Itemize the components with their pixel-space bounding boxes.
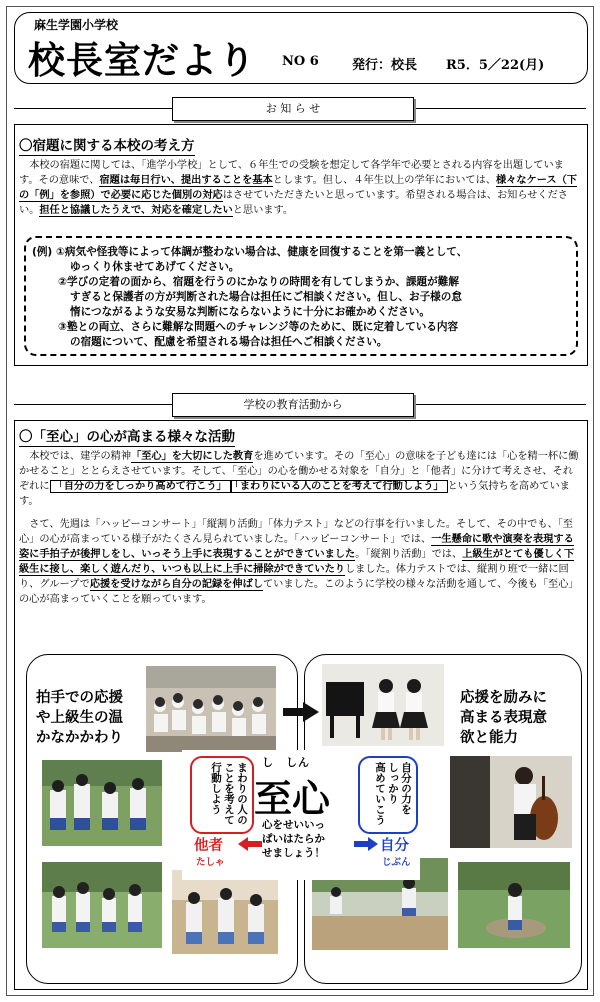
notice-heading: 〇宿題に関する本校の考え方 [19,138,195,154]
photo-outdoor-game [42,760,162,846]
example-line: すぎると保護者の方が判断された場合は担任にご相談ください。但し、お子様の怠 [70,291,462,303]
issue-number: NO 6 [282,54,319,69]
self-pill [358,756,418,834]
publisher: 発行：校長 [352,58,418,73]
example-line: の宿題について、配慮を希望される場合は担任へご相談ください。 [70,336,388,348]
photo-ball-throw [458,862,570,948]
activity-section-label: 学校の教育活動から [172,393,414,417]
self-label: 自分 [380,838,409,854]
photo-jumping-rope [42,862,162,948]
example-line: ③塾との両立、さらに難解な問題へのチャレンジ等のために、既に定着している内容 [58,321,459,333]
left-caption: 拍手での応援 や上級生の温 かなかかわり [36,690,123,746]
example-line: (例) ①病気や怪我等によって体調が整わない場合は、健康を回復することを第一義として、 [32,246,468,258]
school-name: 麻生学園小学校 [34,18,119,32]
photo-singing-stage [322,664,444,746]
example-line: ゆっくり休ませてあげてください。 [70,261,240,273]
photo-cello-performance [450,756,572,848]
self-pill-text: 自分の力を しっかり 高めていこう [374,762,412,825]
example-line: 惰につながるような安易な判断にならないように十分にお確かめください。 [70,306,430,318]
newsletter-title: 校長室だより [28,38,256,82]
photo-concert-audience [146,666,276,752]
self-ruby: じぶん [382,857,411,868]
notice-section-label: お 知 ら せ [172,97,414,121]
shishin-subtext: 心をせいいっ ぱいはたらか せましょう！ [262,819,325,859]
right-arrow-icon [354,836,378,850]
shishin-word: 至心 [254,776,331,821]
activity-heading: 〇「至心」の心が高まる様々な活動 [19,429,235,445]
other-label: 他者 [194,838,223,854]
notice-paragraph: 本校の宿題に関しては、「進学小学校」として、６年生での受験を想定して各学年で必要とされる内容を出題しています。その意味で、宿題は毎日行い、提出することを基本とします。但し、４年生以上の学年においては、様々なケース（下の「例」を参照）で必要に応じた個別の対応はさせていただきたいと思っています。希望される場合は、お知らせください。担任と協議したうえで、対応を確定したいと思います。 [19,160,577,216]
other-pill [190,756,254,834]
activity-paragraph-1: 本校では、建学の精神「至心」を大切にした教育を進めています。その「至心」の意味を子ども達には「心を精一杯に働かせること」ととらえさせています。そして、「至心」の心を働かせる対象を「自分」と「他者」に分けて考えさせ、それぞれに 「自分の力をしっかり高めて行こう」 「まわりにいる人のことを考えて行動しよう」 という気持ちを高めています。 [19,451,579,507]
activity-paragraph-2: さて、先週は「ハッピーコンサート」「縦割り活動」「体力テスト」などの行事を行いました。そして、その中でも、「至心」の心が高まっている様子がたくさん見られていました。「ハッピーコンサート」では、一生懸命に歌や演奏を表現する姿に手拍子が後押しをし、いっそう上手に表現することができていました。「縦割り活動」では、上級生がとても優しく下級生に接し、楽しく遊んだり、いつも以上に上手に掃除ができていたりしました。体力テストでは、縦割り班で一緒に回り、グループで応援を受けながら自分の記録を伸ばしていました。このように学校の様々な活動を通して、今後も「至心」の心が高まっていくことを願っています。 [19,519,579,605]
photo-cleaning [172,870,278,954]
shishin-ruby: し しん [262,756,310,769]
right-caption: 応援を励みに 高まる表現意 欲と能力 [460,690,547,746]
example-box [24,236,578,356]
left-arrow-icon [238,836,262,850]
issue-date: R5．5／22(月) [446,58,545,73]
other-pill-text: まわりの人の ことを考えて 行動しよう [210,762,248,825]
example-line: ②学びの定着の面から、宿題を行うのにかなりの時間を有してしまうか、課題が難解 [58,276,459,288]
right-arrow-icon [283,702,319,722]
other-ruby: たしゃ [196,857,225,868]
